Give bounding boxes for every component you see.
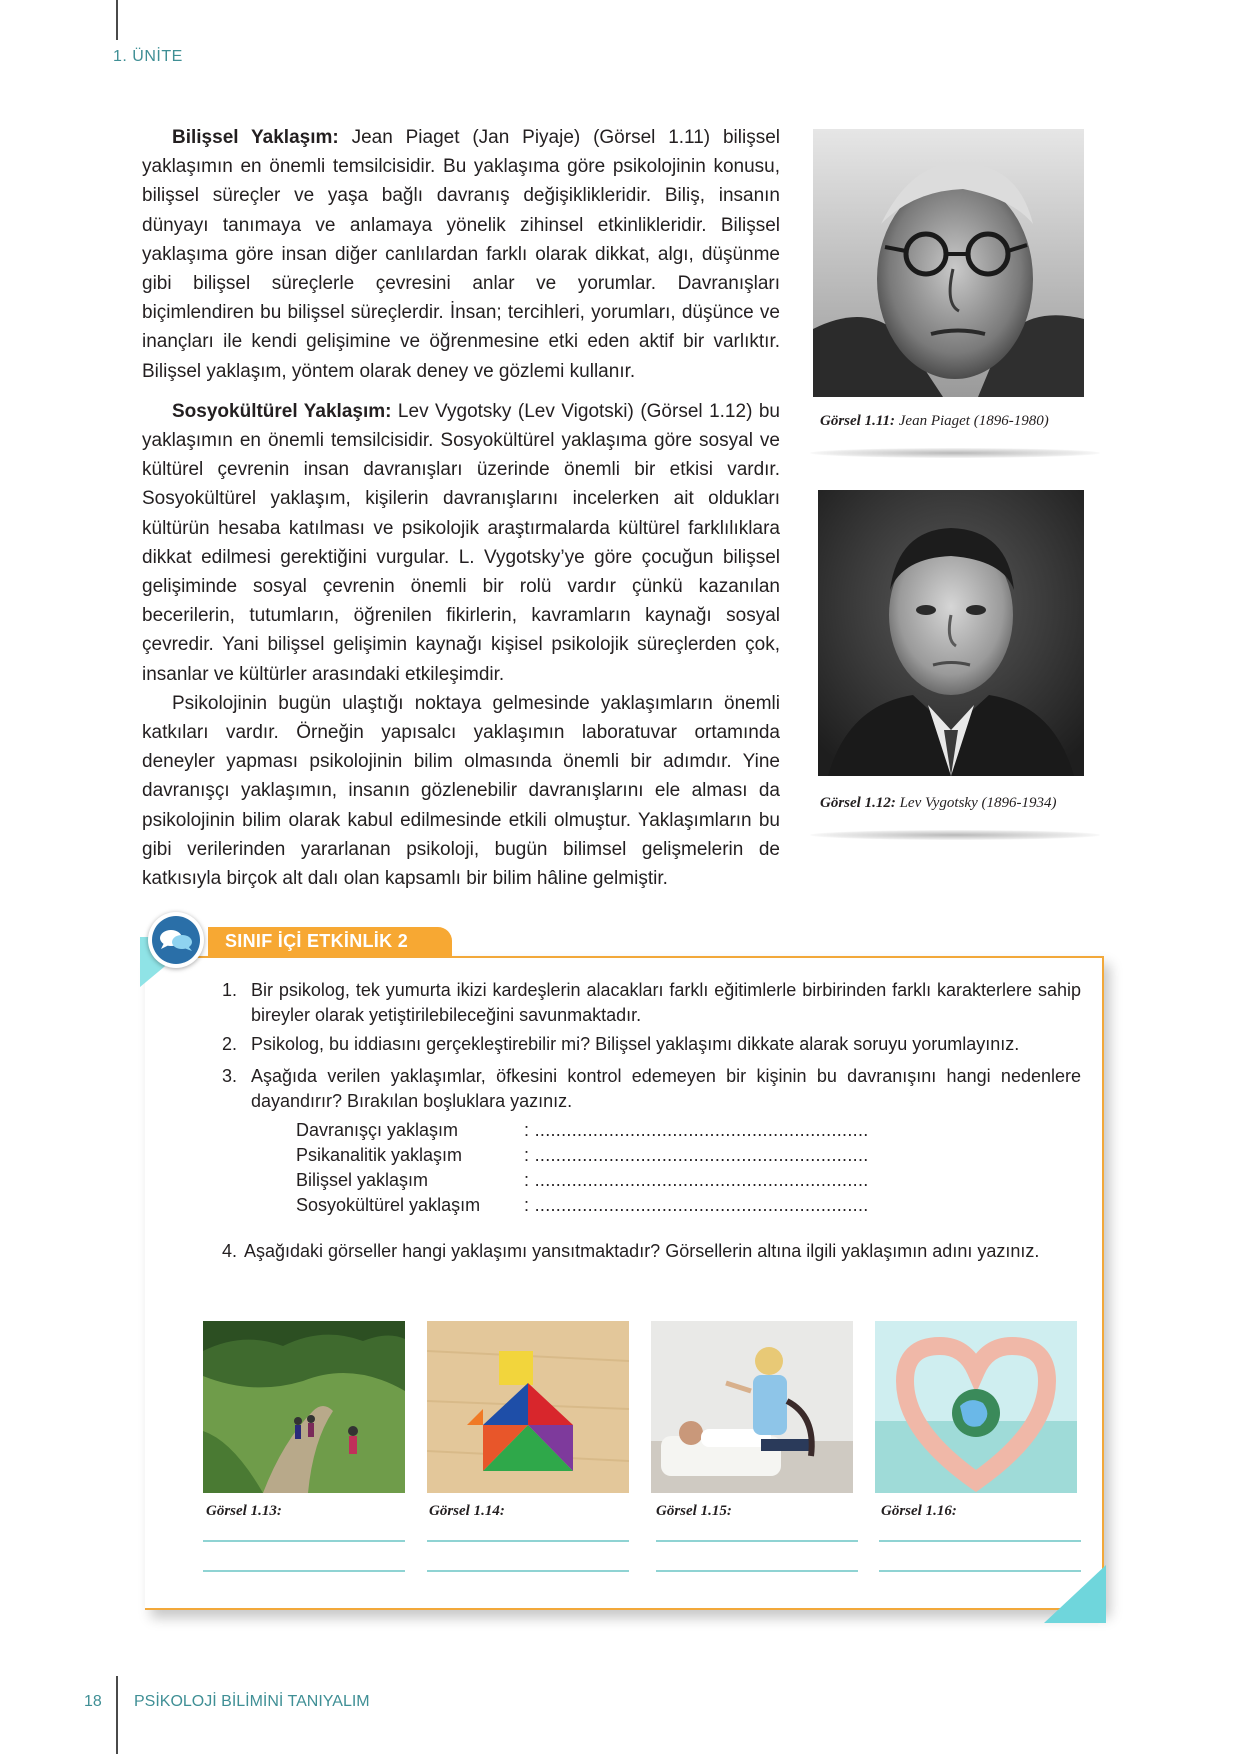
fill-label: Psikanalitik yaklaşım bbox=[296, 1145, 463, 1165]
answer-blank[interactable]: : ............................................................... bbox=[524, 1145, 869, 1165]
activity-corner-bottom bbox=[1044, 1565, 1106, 1623]
answer-line-1-13-a[interactable] bbox=[203, 1540, 405, 1542]
item-text: Aşağıda verilen yaklaşımlar, öfkesini kontrol edemeyen bir kişinin bu davranışını hangi nedenlere dayandırır? Bırakılan boşluklara yazınız. bbox=[251, 1066, 1081, 1111]
book-title: PSİKOLOJİ BİLİMİNİ TANIYALIM bbox=[134, 1693, 370, 1710]
hikers-image bbox=[203, 1321, 405, 1493]
answer-line-1-14-a[interactable] bbox=[427, 1540, 629, 1542]
item-number: 2. bbox=[222, 1034, 238, 1054]
item-text: Psikolog, bu iddiasını gerçekleştirebilir mi? Bilişsel yaklaşımı dikkate alarak soruyu yorumlayınız. bbox=[251, 1034, 1020, 1054]
fill-label: Bilişsel yaklaşım bbox=[296, 1170, 429, 1190]
cognitive-body: Jean Piaget (Jan Piyaje) (Görsel 1.11) bilişsel yaklaşımın en önemli temsilcisidir. Bu yaklaşıma göre psikolojinin konusu, bilişsel süreçler ve yaşa bağlı davranış değişiklikleridir. Biliş, insanın dünyayı tanımaya ve anlamaya yönelik zihinsel etkinlikleridir. Bilişsel yaklaşıma göre insan diğer canlılardan farklı olarak dikkat, algı, düşünme gibi bilişsel süreçlerle çevresini anlar ve yorumlar. Davranışları biçimlendiren bu bilişsel süreçlerdir. İnsan; tercihleri, yorumları, düşünce ve inançları ile kendi gelişimine ve öğrenmesine etki eden aktif bir varlıktır. Bilişsel yaklaşım, yöntem olarak deney ve gözlemi kullanır. bbox=[142, 127, 780, 382]
answer-blank[interactable]: : ............................................................... bbox=[524, 1195, 869, 1215]
caption-1-16: Görsel 1.16: bbox=[881, 1503, 957, 1519]
caption-1-15: Görsel 1.15: bbox=[656, 1503, 732, 1519]
item-number: 4. bbox=[222, 1241, 238, 1261]
caption-1-13: Görsel 1.13: bbox=[206, 1503, 282, 1519]
footer-divider bbox=[116, 1676, 118, 1754]
therapy-image bbox=[651, 1321, 853, 1493]
fill-label: Davranışçı yaklaşım bbox=[296, 1120, 459, 1140]
item-text: Bir psikolog, tek yumurta ikizi kardeşlerin alacakları farklı eğitimlerle birbirinden farklı karakterlere sahip bireyler olarak yetiştirilebileceğini savunmaktadır. bbox=[251, 980, 1081, 1025]
paragraph-contributions bbox=[142, 689, 780, 893]
piaget-caption-text: Jean Piaget (1896-1980) bbox=[895, 413, 1049, 429]
paragraph-sociocultural bbox=[142, 397, 780, 689]
vygotsky-caption-shadow bbox=[810, 830, 1100, 840]
page-number: 18 bbox=[84, 1693, 102, 1710]
main-text bbox=[142, 123, 780, 893]
answer-blank[interactable]: : ............................................................... bbox=[524, 1120, 869, 1140]
caption-1-14: Görsel 1.14: bbox=[429, 1503, 505, 1519]
tangram-image bbox=[427, 1321, 629, 1493]
answer-line-1-16-b[interactable] bbox=[879, 1570, 1081, 1572]
answer-line-1-15-b[interactable] bbox=[656, 1570, 858, 1572]
activity-title: SINIF İÇİ ETKİNLİK 2 bbox=[225, 931, 409, 951]
answer-blank[interactable]: : ............................................................... bbox=[524, 1170, 869, 1190]
fill-label: Sosyokültürel yaklaşım bbox=[296, 1195, 481, 1215]
vygotsky-photo bbox=[818, 490, 1084, 776]
sociocultural-body: Lev Vygotsky (Lev Vigotski) (Görsel 1.12) bu yaklaşımın en önemli temsilcisidir. Sosyokültürel yaklaşıma göre sosyal ve kültürel çevrenin insan davranışları üzerinde önemli bir etkisi vardır. Sosyokültürel yaklaşım, kişilerin davranışlarını incelerken ait oldukları kültürün hesaba katılması ve psikolojik araştırmalarda kültürel farklılıklara dikkat edilmesi gerektiğini vurgular. L. Vygotsky’ye göre çocuğun bilişsel gelişiminde sosyal çevrenin önemli bir rolü vardır çünkü kazanılan becerilerin, tutumların, öğrenilen fikirlerin, kavramların kaynağı sosyal çevredir. Yani bilişsel gelişimin kaynağı kişisel psikolojik süreçlerden çok, insanlar ve kültürler arasındaki etkileşimdir. bbox=[142, 400, 781, 685]
piaget-caption-shadow bbox=[810, 448, 1100, 458]
contributions-body: Psikolojinin bugün ulaştığı noktaya gelmesinde yaklaşımların önemli katkıları vardır. Örneğin yapısalcı yaklaşımın laboratuvar ortamında deneyler yapması psikolojinin bilim olmasında önemli bir adımdır. Yine davranışçı yaklaşımın, insanın gözlenebilir davranışlarını ele alması da psikolojinin bilim olarak kabul edilmesinde etkili olmuştur. Yaklaşımların bu gibi verilerinden yararlanan psikoloji, bugün bilimsel gelişmelerin de katkısıyla birçok alt dalı olan kapsamlı bir bilim hâline gelmiştir. bbox=[142, 692, 780, 890]
item-number: 3. bbox=[222, 1066, 238, 1086]
unit-label: 1. ÜNİTE bbox=[113, 48, 183, 65]
activity-icon bbox=[148, 912, 204, 968]
answer-line-1-14-b[interactable] bbox=[427, 1570, 629, 1572]
vygotsky-caption-text: Lev Vygotsky (1896-1934) bbox=[895, 795, 1057, 811]
answer-line-1-13-b[interactable] bbox=[203, 1570, 405, 1572]
item-number: 1. bbox=[222, 980, 238, 1000]
answer-line-1-16-a[interactable] bbox=[879, 1540, 1081, 1542]
paragraph-cognitive bbox=[142, 123, 780, 386]
header-divider bbox=[116, 0, 118, 40]
piaget-photo bbox=[813, 129, 1084, 397]
piaget-caption-label: Görsel 1.11: bbox=[820, 413, 895, 429]
cognitive-title: Bilişsel Yaklaşım: bbox=[172, 127, 339, 148]
heart-hands-image bbox=[875, 1321, 1077, 1493]
sociocultural-title: Sosyokültürel Yaklaşım: bbox=[172, 400, 392, 422]
vygotsky-caption-label: Görsel 1.12: bbox=[820, 795, 896, 811]
answer-line-1-15-a[interactable] bbox=[656, 1540, 858, 1542]
speech-bubbles-icon bbox=[148, 912, 204, 968]
piaget-caption bbox=[820, 413, 1049, 430]
vygotsky-caption bbox=[820, 795, 1057, 812]
item-text: Aşağıdaki görseller hangi yaklaşımı yansıtmaktadır? Görsellerin altına ilgili yaklaşımın adını yazınız. bbox=[244, 1241, 1040, 1261]
